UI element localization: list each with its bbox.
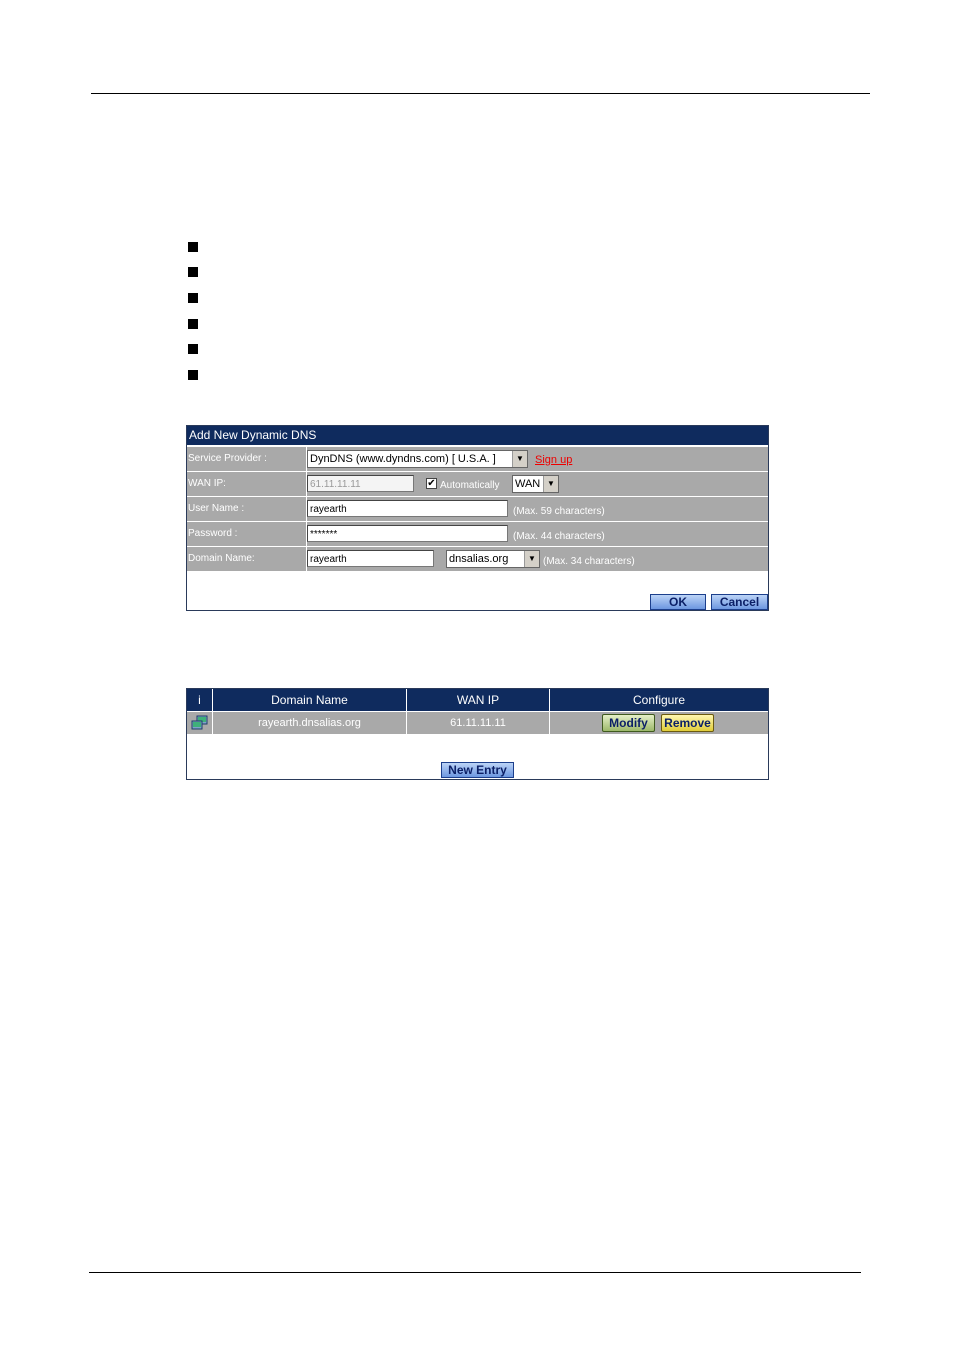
domain-value: dnsalias.org <box>449 553 509 565</box>
header-domain-name: Domain Name <box>213 689 407 711</box>
wan-interface-select[interactable] <box>512 475 559 493</box>
auto-label: Automatically <box>440 480 500 491</box>
domain-name-row <box>187 546 768 571</box>
password-row <box>187 521 768 546</box>
header-configure: Configure <box>550 689 768 711</box>
bullet-5 <box>188 344 198 354</box>
header-wan-ip: WAN IP <box>407 689 550 711</box>
cancel-button[interactable]: Cancel <box>711 594 768 610</box>
bullet-1 <box>188 242 198 252</box>
domain-name-hint: (Max. 34 characters) <box>543 556 635 567</box>
user-name-label: User Name : <box>187 497 307 521</box>
user-name-hint: (Max. 59 characters) <box>513 506 605 517</box>
row-icon-cell <box>187 712 213 734</box>
service-provider-select[interactable] <box>307 450 528 468</box>
bullet-6 <box>188 370 198 380</box>
domain-select[interactable] <box>446 550 540 568</box>
remove-button[interactable]: Remove <box>661 714 714 732</box>
domain-name-label: Domain Name: <box>187 547 307 571</box>
domain-name-input[interactable]: rayearth <box>307 550 434 567</box>
bullet-4 <box>188 319 198 329</box>
auto-checkbox[interactable]: ✔ <box>427 478 436 489</box>
user-name-row <box>187 496 768 521</box>
top-rule <box>91 93 870 94</box>
password-label: Password : <box>187 522 307 546</box>
modify-button[interactable]: Modify <box>602 714 655 732</box>
service-provider-label: Service Provider : <box>187 447 307 471</box>
add-dynamic-dns-panel <box>186 425 769 611</box>
service-provider-value: DynDNS (www.dyndns.com) [ U.S.A. ] <box>310 453 496 465</box>
sign-up-link[interactable]: Sign up <box>535 454 573 466</box>
user-name-input[interactable]: rayearth <box>307 500 508 517</box>
panel-title: Add New Dynamic DNS <box>187 426 768 445</box>
chevron-down-icon: ▼ <box>512 451 527 467</box>
ok-button[interactable]: OK <box>650 594 706 610</box>
row-domain-name: rayearth.dnsalias.org <box>213 712 407 734</box>
chevron-down-icon: ▼ <box>524 551 539 567</box>
service-provider-row <box>187 446 768 471</box>
password-hint: (Max. 44 characters) <box>513 531 605 542</box>
wan-ip-input[interactable]: 61.11.11.11 <box>307 475 414 492</box>
wan-ip-label: WAN IP: <box>187 472 307 496</box>
row-wan-ip: 61.11.11.11 <box>407 712 550 734</box>
bullet-3 <box>188 293 198 303</box>
ddns-list-table <box>186 688 769 780</box>
password-input[interactable]: ******* <box>307 525 508 542</box>
bullet-2 <box>188 267 198 277</box>
new-entry-button[interactable]: New Entry <box>441 762 514 778</box>
wan-interface-value: WAN <box>515 478 541 490</box>
network-computer-icon <box>191 715 209 731</box>
chevron-down-icon: ▼ <box>543 476 558 492</box>
row-configure-cell <box>550 712 768 734</box>
bottom-rule <box>89 1272 861 1273</box>
header-icon: i <box>187 689 213 711</box>
wan-ip-row <box>187 471 768 496</box>
